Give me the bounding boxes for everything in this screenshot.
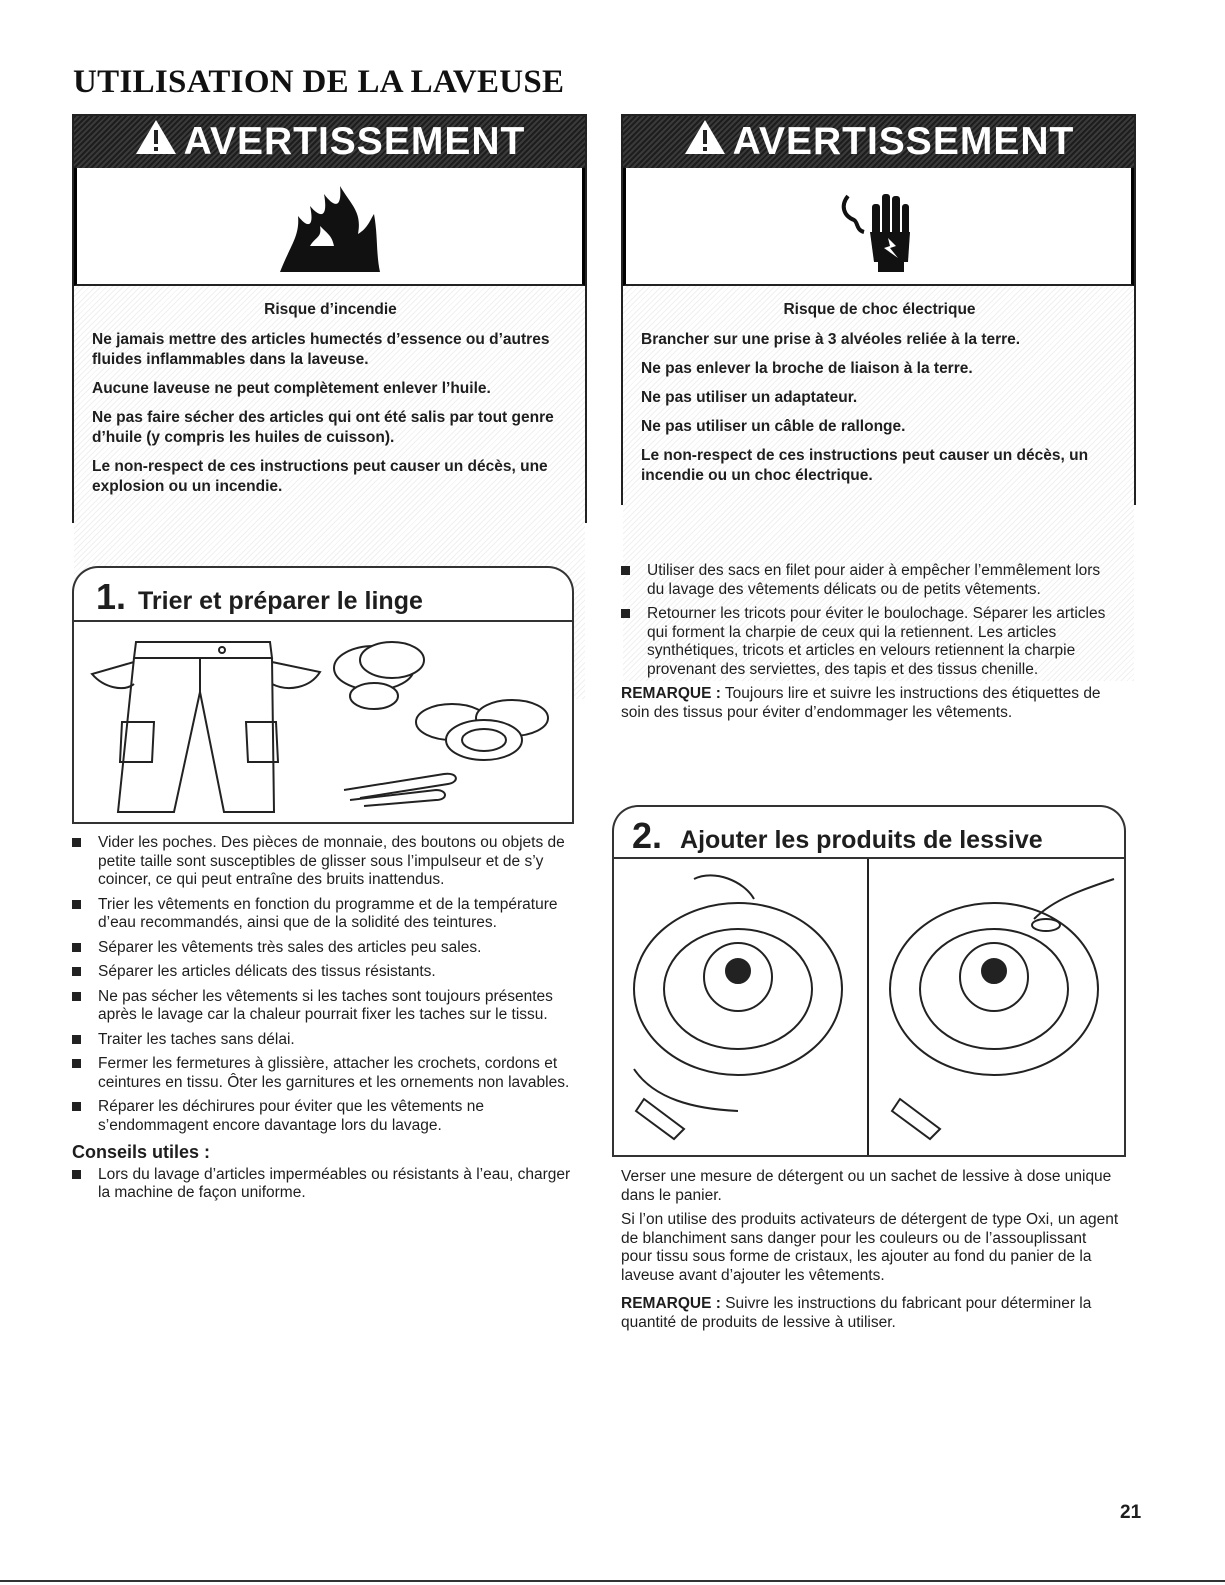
step2-title: Ajouter les produits de lessive [680,826,1043,854]
step1-illustration [72,620,574,824]
step2-text [621,1168,1121,1338]
warning-line: Ne jamais mettre des articles humectés d’essence ou d’autres fluides inflammables dans la laveuse. [92,331,550,368]
list-item: Réparer les déchirures pour éviter que les vêtements ne s’endommagent encore davantage lors du lavage. [72,1098,582,1135]
warning-line: Ne pas enlever la broche de liaison à la terre. [641,360,973,377]
fire-warning-box [72,114,587,523]
step1-left-column [72,834,582,1209]
list-item: Séparer les articles délicats des tissus résistants. [72,963,582,982]
list-item: Vider les poches. Des pièces de monnaie, des boutons ou objets de petite taille sont susceptibles de glisser sous l’impulseur et de s’y coincer, ce qui peut entraîne des bruits inattendus. [72,834,582,890]
warning-subtitle: Risque d’incendie [264,301,397,318]
list-item: Ne pas sécher les vêtements si les taches sont toujours présentes après le lavage car la chaleur pourrait fixer les taches sur le tissu. [72,988,582,1025]
list-item: Séparer les vêtements très sales des articles peu sales. [72,939,582,958]
warning-line: Ne pas utiliser un adaptateur. [641,389,858,406]
list-item: Trier les vêtements en fonction du programme et de la température d’eau recommandés, ainsi que de la solidité des teintures. [72,896,582,933]
fire-icon [74,168,585,286]
warning-line: Ne pas faire sécher des articles qui ont été salis par tout genre d’huile (y compris les huiles de cuisson). [92,409,554,446]
washer-drum-illustration [614,859,1124,1155]
warning-subtitle: Risque de choc électrique [783,301,976,318]
step2-paragraph: Verser une mesure de détergent ou un sachet de lessive à dose unique dans le panier. [621,1168,1112,1204]
warning-header: AVERTISSEMENT [623,116,1134,168]
step2-remark: REMARQUE : Suivre les instructions du fabricant pour déterminer la quantité de produits de lessive à utiliser. [621,1295,1092,1331]
electric-shock-icon [623,168,1134,286]
pants-coins-buttons-illustration [74,622,572,822]
list-item: Utiliser des sacs en filet pour aider à empêcher l’emmêlement lors du lavage des vêtements délicats ou de petits vêtements. [621,562,1121,599]
warning-line: Aucune laveuse ne peut complètement enlever l’huile. [92,380,491,397]
warning-triangle-icon [134,118,178,166]
warning-line: Brancher sur une prise à 3 alvéoles reliée à la terre. [641,331,1021,348]
warning-triangle-icon [683,118,727,166]
warning-header: AVERTISSEMENT [74,116,585,168]
bottom-rule [0,1580,1225,1582]
list-item: Lors du lavage d’articles imperméables ou résistants à l’eau, charger la machine de façon uniforme. [72,1166,582,1203]
step2-number: 2. [632,815,663,856]
step1-title: Trier et préparer le linge [138,587,423,615]
step1-right-column [621,562,1121,728]
step1-header [72,566,574,620]
warning-line: Ne pas utiliser un câble de rallonge. [641,418,906,435]
list-item: Retourner les tricots pour éviter le boulochage. Séparer les articles qui forment la charpie de ceux qui la retiennent. Les articles synthétiques, tricots et articles en velours retiennent la charpie provenant des serviettes, des tapis et des tissus chenille. [621,605,1121,679]
tips-heading: Conseils utiles : [72,1142,211,1162]
step2-illustration [612,857,1126,1157]
electric-warning-box [621,114,1136,505]
warning-line: Le non-respect de ces instructions peut causer un décès, une explosion ou un incendie. [92,458,548,495]
page-title: UTILISATION DE LA LAVEUSE [73,64,565,100]
step2-header [612,805,1126,859]
step1-remark: REMARQUE : Toujours lire et suivre les instructions des étiquettes de soin des tissus pour éviter d’endommager les vêtements. [621,685,1101,721]
step2-paragraph: Si l’on utilise des produits activateurs de détergent de type Oxi, un agent de blanchiment sans danger pour les couleurs ou de l’assouplissant pour tissu sous forme de cristaux, les ajouter au fond du panier de la laveuse avant d’ajouter les vêtements. [621,1211,1119,1284]
page-number: 21 [1120,1502,1142,1523]
warning-line: Le non-respect de ces instructions peut causer un décès, un incendie ou un choc électrique. [641,447,1089,484]
list-item: Fermer les fermetures à glissière, attacher les crochets, cordons et ceintures en tissu. Ôter les garnitures et les ornements non lavables. [72,1055,582,1092]
step1-number: 1. [96,576,127,617]
list-item: Traiter les taches sans délai. [72,1031,582,1050]
